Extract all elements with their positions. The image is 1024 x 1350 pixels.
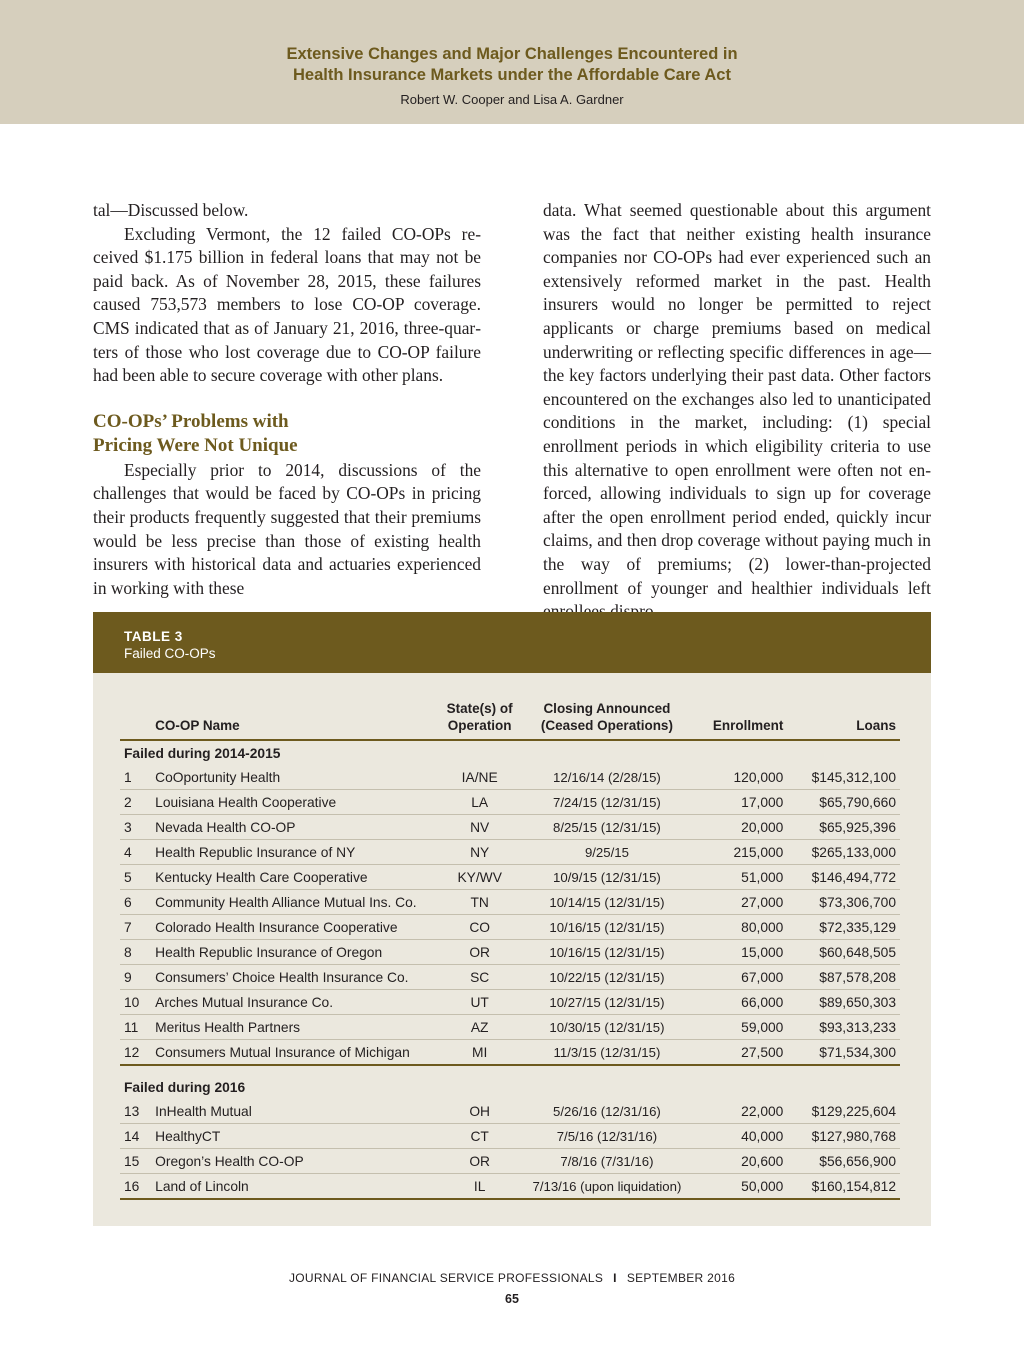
cell-state: LA xyxy=(442,790,518,815)
article-title-line-1: Extensive Changes and Major Challenges Encountered in xyxy=(286,45,738,63)
cell-loans: $129,225,604 xyxy=(787,1099,900,1124)
cell-enrollment: 67,000 xyxy=(696,965,787,990)
cell-closing: 10/22/15 (12/31/15) xyxy=(518,965,696,990)
column-header-closing xyxy=(518,700,696,740)
cell-number: 12 xyxy=(120,1040,151,1066)
table-header-band xyxy=(93,612,931,673)
article-authors: Robert W. Cooper and Lisa A. Gardner xyxy=(400,92,624,107)
cell-loans: $65,925,396 xyxy=(787,815,900,840)
cell-number: 14 xyxy=(120,1124,151,1149)
cell-state: SC xyxy=(442,965,518,990)
cell-closing: 8/25/15 (12/31/15) xyxy=(518,815,696,840)
cell-coop-name: Oregon’s Health CO-OP xyxy=(151,1149,441,1174)
table-row xyxy=(120,1099,900,1124)
cell-closing: 11/3/15 (12/31/15) xyxy=(518,1040,696,1066)
cell-loans: $87,578,208 xyxy=(787,965,900,990)
cell-loans: $65,790,660 xyxy=(787,790,900,815)
paragraph: tal—Discussed below. xyxy=(93,200,249,220)
cell-loans: $127,980,768 xyxy=(787,1124,900,1149)
cell-loans: $93,313,233 xyxy=(787,1015,900,1040)
running-header xyxy=(0,0,1024,124)
cell-state: NY xyxy=(442,840,518,865)
cell-coop-name: Land of Lincoln xyxy=(151,1174,441,1200)
cell-coop-name: Consumers Mutual Insurance of Michigan xyxy=(151,1040,441,1066)
cell-coop-name: HealthyCT xyxy=(151,1124,441,1149)
table-row xyxy=(120,865,900,890)
cell-enrollment: 50,000 xyxy=(696,1174,787,1200)
column-header-state xyxy=(442,700,518,740)
footer-separator: I xyxy=(613,1271,617,1285)
cell-coop-name: Colorado Health Insurance Cooperative xyxy=(151,915,441,940)
table-label: TABLE 3 xyxy=(124,629,183,644)
paragraph: Excluding Vermont, the 12 failed CO-OPs received $1.175 billion in federal loans that may not be paid back. As of November 28, 2015, these failures caused 753,573 members to lose CO-OP coverage. CMS indicated that as of January 21, 2016, three-quarters of those who lost coverage due to CO-OP failure had been able to secure coverage with other plans. xyxy=(93,223,481,386)
cell-loans: $71,534,300 xyxy=(787,1040,900,1066)
cell-loans: $56,656,900 xyxy=(787,1149,900,1174)
cell-enrollment: 20,600 xyxy=(696,1149,787,1174)
table-header-row xyxy=(120,700,900,740)
cell-number: 15 xyxy=(120,1149,151,1174)
cell-loans: $72,335,129 xyxy=(787,915,900,940)
table-body xyxy=(120,740,900,1199)
paragraph: data. What seemed questionable about this argument was the fact that neither existing health insurance companies nor CO-OPs had ever experienced such an extensively reformed market in the past. Health insurers would no longer be permitted to reject applicants or charge premiums based on medical underwriting or reflecting specific differences in age—the key factors underlying their past data. Other factors encountered on the exchanges also led to unanticipated conditions in the market, including: (1) special enrollment periods in which eligibility criteria to use this alternative to open enrollment were often not enforced, allowing individuals to sign up for coverage after the open enrollment period ended, quickly incur claims, and then drop coverage without paying much in the way of premiums; (2) lower-than-projected enrollment of younger and healthier individuals left xyxy=(543,200,931,598)
issue-date: SEPTEMBER 2016 xyxy=(626,1271,736,1285)
group-heading-row xyxy=(120,1065,900,1099)
article-title xyxy=(0,44,1024,86)
cell-closing: 10/16/15 (12/31/15) xyxy=(518,940,696,965)
failed-coops-table xyxy=(120,700,900,1200)
cell-coop-name: Health Republic Insurance of Oregon xyxy=(151,940,441,965)
column-header-state-line-2: Operation xyxy=(447,718,512,733)
cell-closing: 7/5/16 (12/31/16) xyxy=(518,1124,696,1149)
column-header-enrollment: Enrollment xyxy=(696,700,787,740)
table-caption: Failed CO-OPs xyxy=(124,646,216,661)
left-text-column xyxy=(93,199,481,600)
cell-enrollment: 20,000 xyxy=(696,815,787,840)
cell-enrollment: 22,000 xyxy=(696,1099,787,1124)
table-3-panel xyxy=(93,612,931,1226)
cell-state: CT xyxy=(442,1124,518,1149)
cell-enrollment: 17,000 xyxy=(696,790,787,815)
column-header-state-line-1: State(s) of xyxy=(446,701,513,716)
cell-state: AZ xyxy=(442,1015,518,1040)
cell-state: MI xyxy=(442,1040,518,1066)
cell-closing: 10/14/15 (12/31/15) xyxy=(518,890,696,915)
cell-enrollment: 27,500 xyxy=(696,1040,787,1066)
cell-coop-name: Kentucky Health Care Cooperative xyxy=(151,865,441,890)
table-row xyxy=(120,915,900,940)
cell-coop-name: CoOportunity Health xyxy=(151,765,441,790)
group-heading: Failed during 2016 xyxy=(124,1080,246,1095)
cell-enrollment: 59,000 xyxy=(696,1015,787,1040)
cell-state: NV xyxy=(442,815,518,840)
cell-state: CO xyxy=(442,915,518,940)
cell-number: 3 xyxy=(120,815,151,840)
table-row xyxy=(120,1124,900,1149)
paragraph: Especially prior to 2014, discussions of the challenges that would be faced by CO-OPs in pricing their products frequently suggested that their premiums would be less precise than those of existing health insurers with historical data and actuaries experienced in working with these xyxy=(93,459,481,598)
cell-coop-name: Nevada Health CO-OP xyxy=(151,815,441,840)
cell-number: 16 xyxy=(120,1174,151,1200)
section-heading-line-2: Pricing Were Not Unique xyxy=(93,435,298,457)
cell-coop-name: Community Health Alliance Mutual Ins. Co. xyxy=(151,890,441,915)
cell-closing: 10/9/15 (12/31/15) xyxy=(518,865,696,890)
cell-enrollment: 120,000 xyxy=(696,765,787,790)
cell-coop-name: Meritus Health Partners xyxy=(151,1015,441,1040)
journal-name: JOURNAL OF FINANCIAL SERVICE PROFESSIONALS xyxy=(288,1271,604,1285)
column-header-closing-line-2: (Ceased Operations) xyxy=(540,718,673,733)
cell-state: OH xyxy=(442,1099,518,1124)
cell-state: OR xyxy=(442,1149,518,1174)
column-header-closing-line-1: Closing Announced xyxy=(543,701,671,716)
cell-state: TN xyxy=(442,890,518,915)
cell-closing: 5/26/16 (12/31/16) xyxy=(518,1099,696,1124)
table-row xyxy=(120,1040,900,1066)
cell-loans: $145,312,100 xyxy=(787,765,900,790)
page-footer xyxy=(0,1271,1024,1285)
cell-coop-name: Consumers’ Choice Health Insurance Co. xyxy=(151,965,441,990)
cell-enrollment: 40,000 xyxy=(696,1124,787,1149)
cell-state: UT xyxy=(442,990,518,1015)
cell-coop-name: Louisiana Health Cooperative xyxy=(151,790,441,815)
cell-enrollment: 27,000 xyxy=(696,890,787,915)
cell-loans: $60,648,505 xyxy=(787,940,900,965)
cell-enrollment: 80,000 xyxy=(696,915,787,940)
column-header-name: CO-OP Name xyxy=(151,700,441,740)
cell-number: 10 xyxy=(120,990,151,1015)
cell-enrollment: 66,000 xyxy=(696,990,787,1015)
cell-number: 1 xyxy=(120,765,151,790)
article-title-line-2: Health Insurance Markets under the Affordable Care Act xyxy=(293,66,731,84)
cell-number: 7 xyxy=(120,915,151,940)
table-row xyxy=(120,815,900,840)
cell-coop-name: InHealth Mutual xyxy=(151,1099,441,1124)
cell-state: IA/NE xyxy=(442,765,518,790)
section-heading xyxy=(93,410,481,459)
cell-closing: 10/30/15 (12/31/15) xyxy=(518,1015,696,1040)
cell-closing: 9/25/15 xyxy=(518,840,696,865)
cell-closing: 10/27/15 (12/31/15) xyxy=(518,990,696,1015)
cell-loans: $160,154,812 xyxy=(787,1174,900,1200)
table-row xyxy=(120,1174,900,1200)
table-row xyxy=(120,1015,900,1040)
table-row xyxy=(120,765,900,790)
cell-state: KY/WV xyxy=(442,865,518,890)
cell-loans: $146,494,772 xyxy=(787,865,900,890)
page-number: 65 xyxy=(505,1292,519,1306)
cell-number: 13 xyxy=(120,1099,151,1124)
cell-closing: 7/24/15 (12/31/15) xyxy=(518,790,696,815)
cell-enrollment: 15,000 xyxy=(696,940,787,965)
cell-coop-name: Arches Mutual Insurance Co. xyxy=(151,990,441,1015)
cell-number: 8 xyxy=(120,940,151,965)
column-header-number xyxy=(120,700,151,740)
cell-number: 2 xyxy=(120,790,151,815)
table-row xyxy=(120,1149,900,1174)
table-row xyxy=(120,940,900,965)
group-heading-row xyxy=(120,740,900,765)
cell-enrollment: 51,000 xyxy=(696,865,787,890)
table-row xyxy=(120,890,900,915)
table-row xyxy=(120,990,900,1015)
cell-loans: $89,650,303 xyxy=(787,990,900,1015)
cell-closing: 10/16/15 (12/31/15) xyxy=(518,915,696,940)
table-row xyxy=(120,790,900,815)
cell-state: OR xyxy=(442,940,518,965)
cell-closing: 12/16/14 (2/28/15) xyxy=(518,765,696,790)
table-row xyxy=(120,840,900,865)
group-heading: Failed during 2014-2015 xyxy=(124,746,281,761)
cell-number: 5 xyxy=(120,865,151,890)
right-text-column xyxy=(543,199,931,624)
table-row xyxy=(120,965,900,990)
cell-state: IL xyxy=(442,1174,518,1200)
cell-number: 9 xyxy=(120,965,151,990)
cell-number: 11 xyxy=(120,1015,151,1040)
cell-closing: 7/13/16 (upon liquidation) xyxy=(518,1174,696,1200)
cell-loans: $73,306,700 xyxy=(787,890,900,915)
cell-loans: $265,133,000 xyxy=(787,840,900,865)
section-heading-line-1: CO-OPs’ Problems with xyxy=(93,410,289,432)
cell-coop-name: Health Republic Insurance of NY xyxy=(151,840,441,865)
cell-enrollment: 215,000 xyxy=(696,840,787,865)
cell-number: 6 xyxy=(120,890,151,915)
cell-number: 4 xyxy=(120,840,151,865)
cell-closing: 7/8/16 (7/31/16) xyxy=(518,1149,696,1174)
column-header-loans: Loans xyxy=(787,700,900,740)
